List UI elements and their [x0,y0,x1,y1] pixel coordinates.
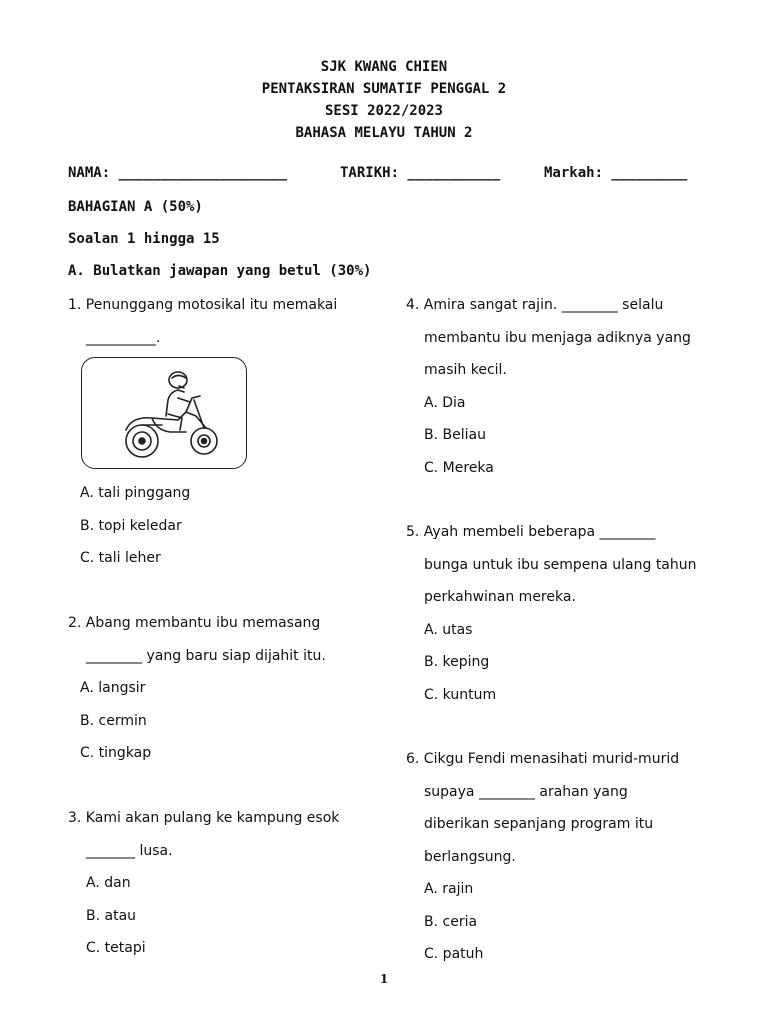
question-text: _______ lusa. [86,842,173,859]
question-text: bunga untuk ibu sempena ulang tahun [424,556,697,573]
question-text: 5. Ayah membeli beberapa ________ [406,524,656,540]
exam-header [0,56,768,144]
question-1-options [68,477,190,575]
question-text: 1. Penunggang motosikal itu memakai [68,297,338,313]
option-c[interactable]: C. tali leher [80,550,161,566]
option-b[interactable]: B. topi keledar [80,517,182,534]
option-b[interactable]: B. Beliau [424,427,486,443]
option-a[interactable]: A. tali pinggang [80,485,191,501]
question-text: 2. Abang membantu ibu memasang [68,615,321,631]
option-c[interactable]: C. Mereka [424,459,494,476]
option-b[interactable]: B. cermin [80,712,147,729]
question-text: supaya ________ arahan yang [424,783,628,800]
subject-label: BAHASA MELAYU TAHUN 2 [295,125,473,141]
option-a[interactable]: A. rajin [424,881,474,897]
question-text: 6. Cikgu Fendi menasihati murid-murid [406,751,680,767]
option-a[interactable]: A. Dia [424,394,466,411]
question-text: 4. Amira sangat rajin. ________ selalu [406,297,664,313]
question-6 [406,743,679,971]
page-number: 1 [379,972,389,986]
question-4 [406,289,691,484]
markah-field[interactable]: Markah: _________ [544,165,688,181]
question-1 [68,289,337,354]
option-b[interactable]: B. keping [424,654,490,670]
question-text: __________. [86,329,161,346]
nama-field[interactable]: NAMA: ____________________ [68,165,288,181]
option-a[interactable]: A. langsir [80,680,146,696]
question-text: berlangsung. [424,848,516,865]
option-b[interactable]: B. atau [86,907,137,924]
tarikh-field[interactable]: TARIKH: ___________ [340,165,501,181]
student-info-line [68,165,708,187]
option-b[interactable]: B. ceria [424,913,478,930]
assessment-title: PENTAKSIRAN SUMATIF PENGGAL 2 [261,81,507,97]
option-c[interactable]: C. kuntum [424,686,497,703]
option-c[interactable]: C. patuh [424,946,484,962]
question-3 [68,802,339,965]
section-range: Soalan 1 hingga 15 [68,231,220,247]
question-text: 3. Kami akan pulang ke kampung esok [68,810,340,826]
question-text: perkahwinan mereka. [424,589,576,605]
question-1-figure [81,357,247,469]
option-a[interactable]: A. utas [424,621,473,638]
option-a[interactable]: A. dan [86,875,131,891]
section-part: BAHAGIAN A (50%) [68,199,203,215]
question-2 [68,607,326,770]
option-c[interactable]: C. tetapi [86,940,146,956]
question-text: ________ yang baru siap dijahit itu. [86,647,326,664]
question-text: membantu ibu menjaga adiknya yang [424,329,691,346]
section-instruction: A. Bulatkan jawapan yang betul (30%) [68,263,372,279]
session-label: SESI 2022/2023 [324,103,443,119]
question-5 [406,516,697,711]
question-text: diberikan sepanjang program itu [424,816,654,832]
question-text: masih kecil. [424,362,507,378]
option-c[interactable]: C. tingkap [80,745,152,761]
motorcyclist-icon [82,358,248,470]
school-name: SJK KWANG CHIEN [320,59,448,75]
